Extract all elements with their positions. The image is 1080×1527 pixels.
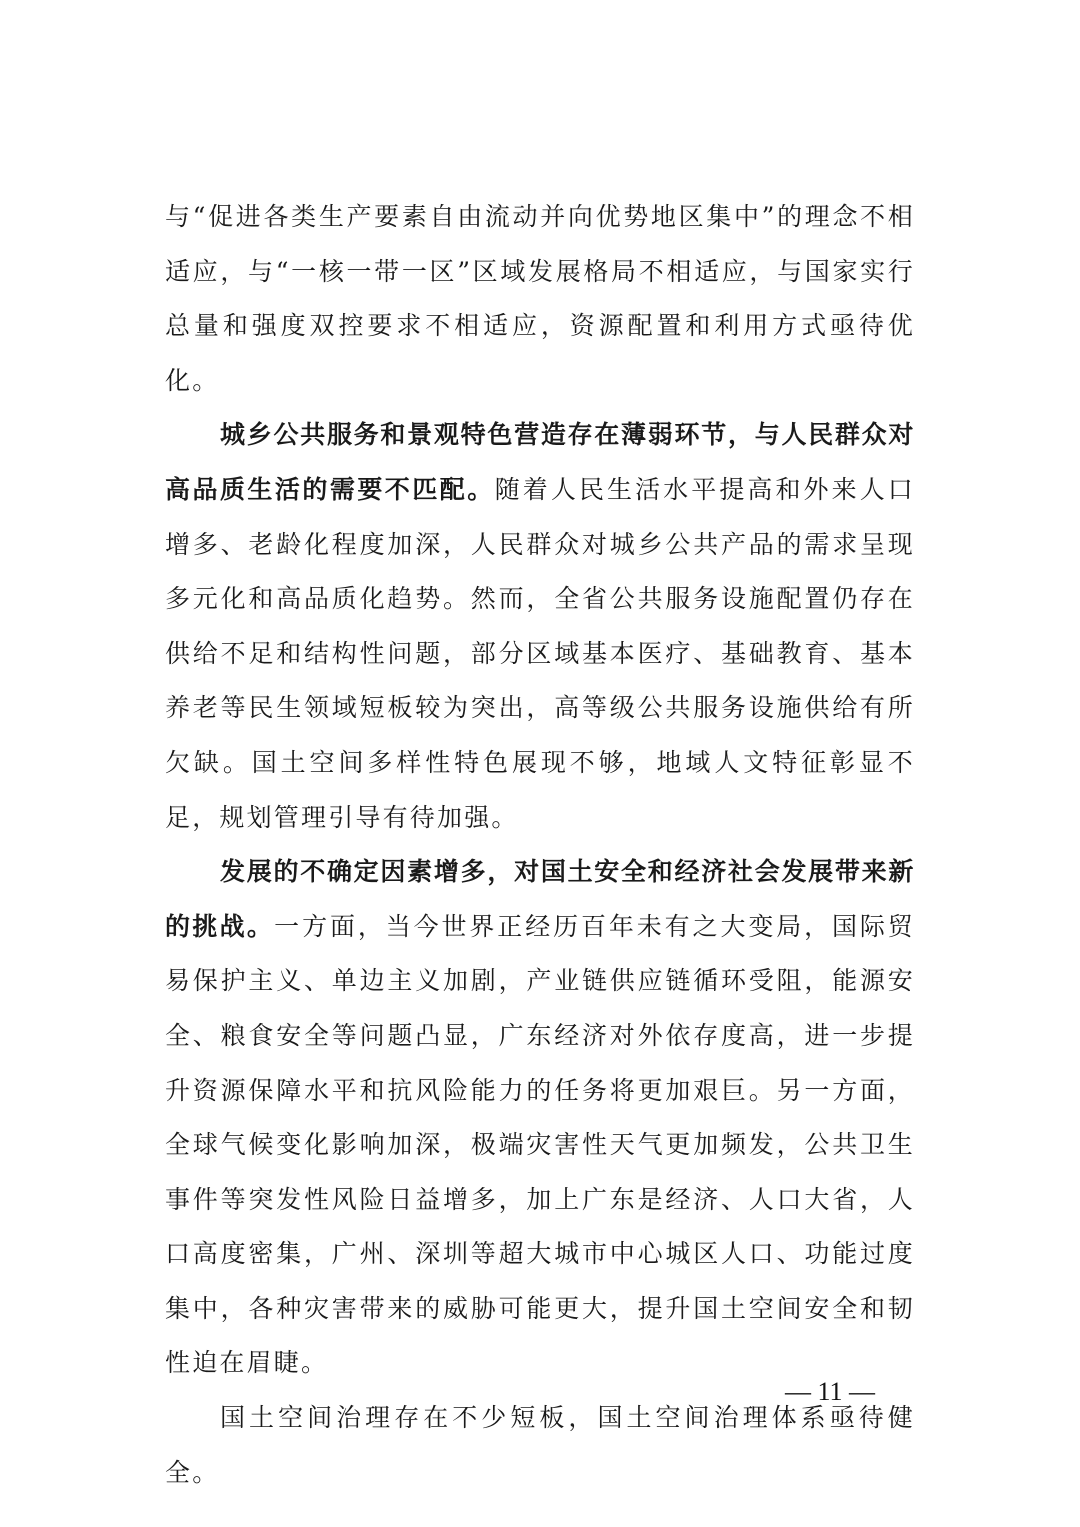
paragraph-1-body: 与“促进各类生产要素自由流动并向优势地区集中”的理念不相适应，与“一核一带一区”区域发展格局不相适应，与国家实行总量和强度双控要求不相适应，资源配置和利用方式亟待优化。 xyxy=(165,202,915,395)
paragraph-1 xyxy=(165,190,915,408)
paragraph-3 xyxy=(165,845,915,1391)
paragraph-2 xyxy=(165,408,915,845)
body-text xyxy=(165,190,915,1500)
page-number: — 11 — xyxy=(784,1377,876,1406)
paragraph-3-body: 一方面，当今世界正经历百年未有之大变局，国际贸易保护主义、单边主义加剧，产业链供应链循环受阻，能源安全、粮食安全等问题凸显，广东经济对外依存度高，进一步提升资源保障水平和抗风险能力的任务将更加艰巨。另一方面，全球气候变化影响加深，极端灾害性天气更加频发，公共卫生事件等突发性风险日益增多，加上广东是经济、人口大省，人口高度密集，广州、深圳等超大城市中心城区人口、功能过度集中，各种灾害带来的威胁可能更大，提升国土空间安全和韧性迫在眉睫。 xyxy=(165,911,915,1378)
paragraph-2-lead: 城乡公共服务和景观特色营造存在薄弱环节，与人民群众对高品质生活的需要不匹配。 xyxy=(165,420,915,504)
paragraph-4-body: 国土空间治理存在不少短板，国土空间治理体系亟待健全。 xyxy=(165,1403,915,1487)
paragraph-2-body: 随着人民生活水平提高和外来人口增多、老龄化程度加深，人民群众对城乡公共产品的需求呈现多元化和高品质化趋势。然而，全省公共服务设施配置仍存在供给不足和结构性问题，部分区域基本医疗、基础教育、基本养老等民生领域短板较为突出，高等级公共服务设施供给有所欠缺。国土空间多样性特色展现不够，地域人文特征彰显不足，规划管理引导有待加强。 xyxy=(165,474,915,832)
paragraph-3-lead: 发展的不确定因素增多，对国土安全和经济社会发展带来新的挑战。 xyxy=(165,857,915,941)
